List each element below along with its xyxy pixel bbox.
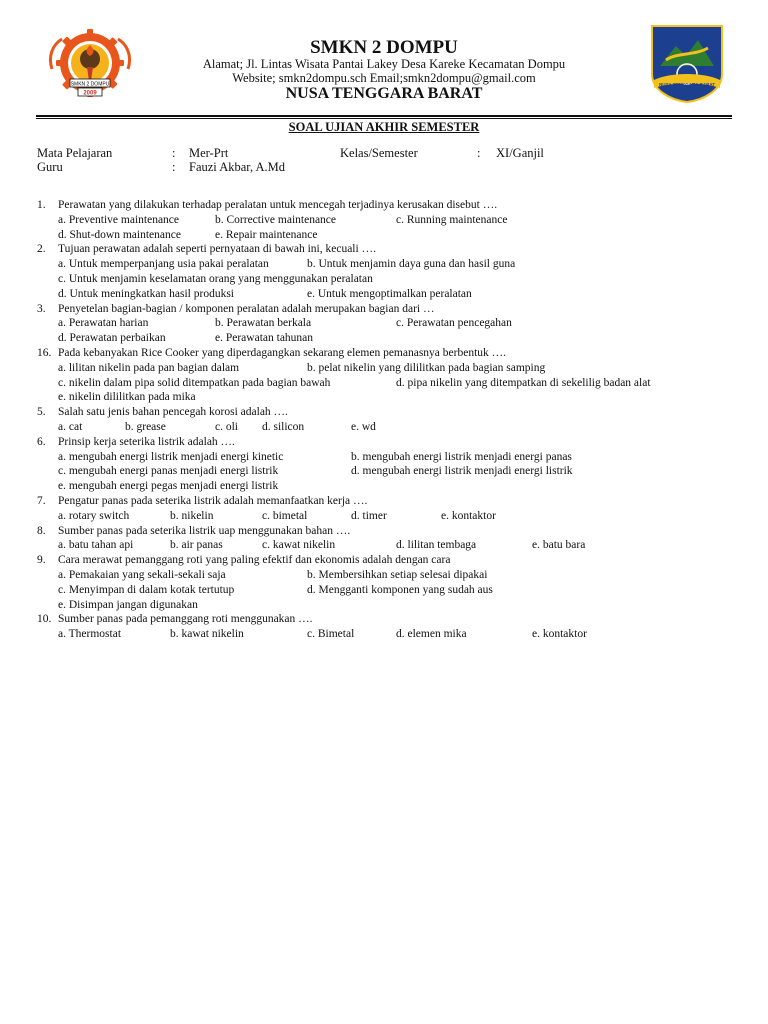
answer-option: b. Untuk menjamin daya guna dan hasil guna [307,258,516,271]
answer-option: e. wd [351,421,376,433]
question-text: Sumber panas pada pemanggang roti menggunakan …. [58,613,313,626]
answer-option: e. kontaktor [441,509,496,522]
answer-option: a. cat [58,421,83,433]
answer-option: d. pipa nikelin yang ditempatkan di sekelilig badan alat [396,376,651,389]
question-text: Cara merawat pemanggang roti yang paling efektif dan ekonomis adalah dengan cara [58,554,451,567]
answer-option: c. oli [215,421,238,433]
answer-option: a. Thermostat [58,628,122,641]
answer-option: e. nikelin dililitkan pada mika [58,391,196,404]
answer-option: e. mengubah energi pegas menjadi energi listrik [58,480,279,493]
question-text: Sumber panas pada seterika listrik uap menggunakan bahan …. [58,524,351,537]
question-number: 3. [37,302,46,315]
class-value: XI/Ganjil [496,146,544,160]
question-number: 16. [37,347,52,359]
answer-option: b. Corrective maintenance [215,213,337,226]
answer-option: b. pelat nikelin yang dililitkan pada bagian samping [307,361,546,374]
logo-left-year: 2009 [83,90,97,97]
answer-option: c. Bimetal [307,628,355,641]
answer-option: c. bimetal [262,509,308,522]
answer-option: e. batu bara [532,539,586,552]
question-number: 5. [37,406,46,419]
answer-option: c. kawat nikelin [262,539,336,552]
answer-option: c. mengubah energi panas menjadi energi listrik [58,465,279,478]
answer-option: c. Menyimpan di dalam kotak tertutup [58,583,235,596]
answer-option: a. Pemakaian yang sekali-sekali saja [58,569,226,581]
school-contact: Website; smkn2dompu.sch Email;smkn2dompu@gmail.com [232,70,536,85]
answer-option: c. Untuk menjamin keselamatan orang yang menggunakan peralatan [58,273,373,285]
teacher-value: Fauzi Akbar, A.Md [189,160,286,174]
logo-right-text: NUSA TENGGARA BARAT [658,82,716,87]
question-number: 6. [37,435,46,448]
answer-option: d. timer [351,509,387,522]
question-text: Pada kebanyakan Rice Cooker yang diperdagangkan sekarang elemen pemanasnya berbentuk …. [58,347,507,359]
school-emblem-logo [34,29,146,97]
answer-option: a. Preventive maintenance [58,213,180,226]
question-number: 7. [37,495,46,507]
question-number: 9. [37,554,46,567]
exam-title: SOAL UJIAN AKHIR SEMESTER [288,120,480,134]
answer-option: e. kontaktor [532,628,587,641]
answer-option: c. Running maintenance [396,213,508,226]
answer-option: d. Untuk meningkatkan hasil produksi [58,287,234,300]
answer-option: e. Untuk mengoptimalkan peralatan [307,287,472,300]
class-label: Kelas/Semester [340,146,418,160]
question-text: Tujuan perawatan adalah seperti pernyataan di bawah ini, kecuali …. [58,243,376,256]
answer-option: a. lilitan nikelin pada pan bagian dalam [58,361,240,374]
question-text: Perawatan yang dilakukan terhadap peralatan untuk mencegah terjadinya kerusakan disebut …. [58,199,498,211]
answer-option: b. air panas [170,539,223,552]
class-colon: : [477,146,481,160]
logo-left-text: SMKN 2 DOMPU [70,81,110,88]
answer-option: d. silicon [262,421,305,433]
answer-option: c. Perawatan pencegahan [396,317,512,330]
question-text: Penyetelan bagian-bagian / komponen peralatan adalah merupakan bagian dari … [58,302,435,315]
question-number: 1. [37,199,46,211]
school-name: SMKN 2 DOMPU [310,37,458,58]
answer-option: a. mengubah energi listrik menjadi energi kinetic [58,450,284,463]
answer-option: e. Repair maintenance [215,228,318,241]
question-number: 8. [37,524,46,537]
question-text: Salah satu jenis bahan pencegah korosi adalah …. [58,406,288,419]
question-number: 2. [37,243,46,256]
subject-colon: : [172,146,176,160]
answer-option: b. mengubah energi listrik menjadi energi panas [351,450,572,463]
answer-option: d. Mengganti komponen yang sudah aus [307,583,493,596]
answer-option: d. elemen mika [396,628,467,641]
answer-option: b. Membersihkan setiap selesai dipakai [307,569,488,581]
teacher-label: Guru [37,160,63,174]
question-number: 10. [37,613,52,626]
answer-option: d. Shut-down maintenance [58,228,181,241]
answer-option: e. Disimpan jangan digunakan [58,598,198,611]
answer-option: a. Perawatan harian [58,317,149,330]
answer-option: a. batu tahan api [58,539,134,552]
answer-option: b. Perawatan berkala [215,317,312,330]
question-text: Prinsip kerja seterika listrik adalah …. [58,435,235,448]
answer-option: d. Perawatan perbaikan [58,332,166,345]
subject-value: Mer-Prt [189,146,229,160]
answer-option: b. nikelin [170,509,214,522]
answer-option: b. kawat nikelin [170,628,244,641]
answer-option: a. Untuk memperpanjang usia pakai peralatan [58,258,269,271]
school-address: Alamat; Jl. Lintas Wisata Pantai Lakey Desa Kareke Kecamatan Dompu [202,57,566,71]
answer-option: c. nikelin dalam pipa solid ditempatkan pada bagian bawah [58,376,331,389]
answer-option: d. mengubah energi listrik menjadi energi listrik [351,465,573,478]
answer-option: e. Perawatan tahunan [215,332,314,345]
province-name: NUSA TENGGARA BARAT [285,85,483,102]
question-text: Pengatur panas pada seterika listrik adalah memanfaatkan kerja …. [58,495,368,507]
answer-option: a. rotary switch [58,509,130,522]
answer-option: b. grease [125,421,166,433]
teacher-colon: : [172,160,176,174]
subject-label: Mata Pelajaran [37,146,113,160]
answer-option: d. lilitan tembaga [396,539,477,552]
header-divider [36,115,732,117]
provincial-shield-logo [646,22,728,104]
